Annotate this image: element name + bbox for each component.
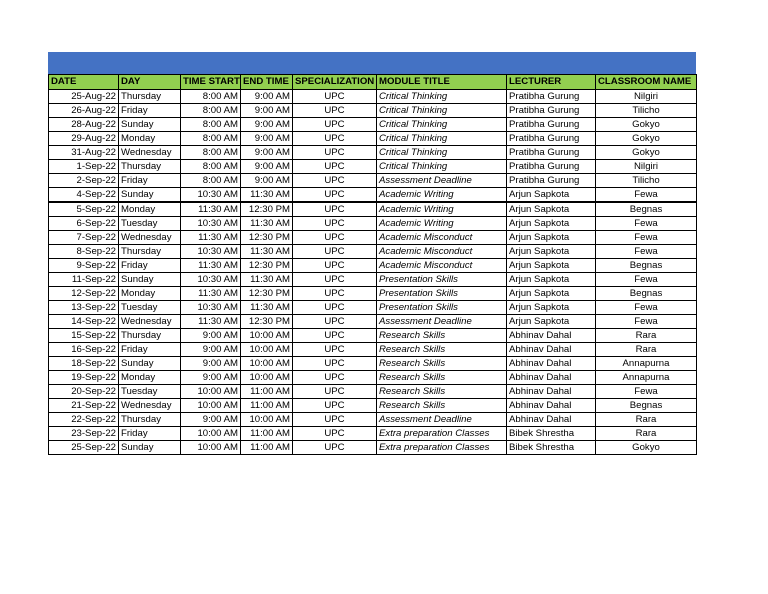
table-row [49,118,697,132]
cell-time-start[interactable]: 9:00 AM [181,413,241,427]
cell-specialization[interactable]: UPC [293,273,377,287]
cell-day[interactable]: Friday [119,104,181,118]
cell-date[interactable]: 25-Aug-22 [49,90,119,104]
cell-specialization[interactable]: UPC [293,259,377,273]
cell-date[interactable]: 14-Sep-22 [49,315,119,329]
cell-end-time[interactable]: 11:00 AM [241,427,293,441]
cell-time-start[interactable]: 10:30 AM [181,273,241,287]
cell-classroom[interactable]: Fewa [596,315,697,329]
cell-classroom[interactable]: Fewa [596,188,697,203]
cell-lecturer[interactable]: Pratibha Gurung [507,118,596,132]
cell-module-title[interactable]: Presentation Skills [377,301,507,315]
cell-specialization[interactable]: UPC [293,160,377,174]
cell-date[interactable]: 18-Sep-22 [49,357,119,371]
cell-date[interactable]: 12-Sep-22 [49,287,119,301]
table-row [49,357,697,371]
table-body [49,90,697,455]
cell-day[interactable]: Friday [119,259,181,273]
cell-day[interactable]: Friday [119,427,181,441]
cell-module-title[interactable]: Academic Misconduct [377,259,507,273]
cell-time-start[interactable]: 10:30 AM [181,188,241,203]
cell-specialization[interactable]: UPC [293,231,377,245]
cell-classroom[interactable]: Begnas [596,399,697,413]
cell-day[interactable]: Friday [119,174,181,188]
cell-day[interactable]: Thursday [119,160,181,174]
cell-module-title[interactable]: Research Skills [377,343,507,357]
cell-module-title[interactable]: Assessment Deadline [377,315,507,329]
cell-specialization[interactable]: UPC [293,301,377,315]
cell-day[interactable]: Monday [119,287,181,301]
cell-classroom[interactable]: Nilgiri [596,160,697,174]
cell-module-title[interactable]: Research Skills [377,357,507,371]
cell-day[interactable]: Wednesday [119,146,181,160]
cell-date[interactable]: 4-Sep-22 [49,188,119,203]
table-row [49,259,697,273]
cell-date[interactable]: 19-Sep-22 [49,371,119,385]
cell-specialization[interactable]: UPC [293,217,377,231]
cell-lecturer[interactable]: Abhinav Dahal [507,371,596,385]
cell-time-start[interactable]: 9:00 AM [181,329,241,343]
cell-classroom[interactable]: Fewa [596,273,697,287]
header-day[interactable]: DAY [119,75,181,90]
cell-specialization[interactable]: UPC [293,287,377,301]
cell-lecturer[interactable]: Pratibha Gurung [507,146,596,160]
cell-time-start[interactable]: 9:00 AM [181,357,241,371]
schedule-table [48,74,697,455]
cell-time-start[interactable]: 8:00 AM [181,160,241,174]
cell-day[interactable]: Sunday [119,188,181,203]
header-date[interactable]: DATE [49,75,119,90]
cell-classroom[interactable]: Annapurna [596,371,697,385]
cell-day[interactable]: Tuesday [119,385,181,399]
cell-date[interactable]: 23-Sep-22 [49,427,119,441]
cell-end-time[interactable]: 11:00 AM [241,399,293,413]
cell-time-start[interactable]: 10:00 AM [181,399,241,413]
table-row [49,329,697,343]
cell-classroom[interactable]: Gokyo [596,132,697,146]
cell-classroom[interactable]: Rara [596,329,697,343]
cell-specialization[interactable]: UPC [293,90,377,104]
table-row [49,188,697,203]
cell-time-start[interactable]: 11:30 AM [181,202,241,217]
cell-time-start[interactable]: 9:00 AM [181,371,241,385]
cell-time-start[interactable]: 9:00 AM [181,343,241,357]
cell-classroom[interactable]: Fewa [596,301,697,315]
cell-module-title[interactable]: Critical Thinking [377,90,507,104]
cell-end-time[interactable]: 11:00 AM [241,441,293,455]
cell-classroom[interactable]: Rara [596,427,697,441]
cell-day[interactable]: Thursday [119,90,181,104]
cell-lecturer[interactable]: Bibek Shrestha [507,441,596,455]
table-row [49,174,697,188]
cell-time-start[interactable]: 8:00 AM [181,104,241,118]
cell-date[interactable]: 5-Sep-22 [49,202,119,217]
cell-day[interactable]: Tuesday [119,301,181,315]
table-row [49,343,697,357]
table-row [49,202,697,217]
title-bar [48,52,696,74]
cell-time-start[interactable]: 8:00 AM [181,146,241,160]
cell-time-start[interactable]: 10:30 AM [181,301,241,315]
cell-specialization[interactable]: UPC [293,118,377,132]
cell-day[interactable]: Sunday [119,273,181,287]
cell-lecturer[interactable]: Arjun Sapkota [507,273,596,287]
cell-end-time[interactable]: 10:00 AM [241,343,293,357]
cell-lecturer[interactable]: Bibek Shrestha [507,427,596,441]
cell-module-title[interactable]: Research Skills [377,399,507,413]
cell-time-start[interactable]: 11:30 AM [181,315,241,329]
cell-date[interactable]: 28-Aug-22 [49,118,119,132]
cell-classroom[interactable]: Begnas [596,259,697,273]
cell-classroom[interactable]: Begnas [596,202,697,217]
cell-day[interactable]: Wednesday [119,399,181,413]
cell-specialization[interactable]: UPC [293,371,377,385]
cell-end-time[interactable]: 11:00 AM [241,385,293,399]
table-row [49,146,697,160]
cell-time-start[interactable]: 10:00 AM [181,385,241,399]
cell-module-title[interactable]: Academic Writing [377,188,507,203]
cell-specialization[interactable]: UPC [293,202,377,217]
table-row [49,245,697,259]
cell-time-start[interactable]: 11:30 AM [181,231,241,245]
table-row [49,301,697,315]
cell-date[interactable]: 16-Sep-22 [49,343,119,357]
cell-module-title[interactable]: Assessment Deadline [377,174,507,188]
cell-time-start[interactable]: 10:30 AM [181,245,241,259]
cell-date[interactable]: 6-Sep-22 [49,217,119,231]
cell-lecturer[interactable]: Pratibha Gurung [507,132,596,146]
cell-date[interactable]: 21-Sep-22 [49,399,119,413]
cell-end-time[interactable]: 12:30 PM [241,202,293,217]
cell-end-time[interactable]: 11:30 AM [241,273,293,287]
cell-specialization[interactable]: UPC [293,174,377,188]
cell-lecturer[interactable]: Abhinav Dahal [507,329,596,343]
cell-lecturer[interactable]: Pratibha Gurung [507,160,596,174]
cell-lecturer[interactable]: Arjun Sapkota [507,231,596,245]
cell-specialization[interactable]: UPC [293,357,377,371]
table-row [49,413,697,427]
cell-end-time[interactable]: 9:00 AM [241,104,293,118]
table-row [49,90,697,104]
header-specialization[interactable]: SPECIALIZATION [293,75,377,90]
cell-module-title[interactable]: Academic Misconduct [377,231,507,245]
table-row [49,371,697,385]
header-module-title[interactable]: MODULE TITLE [377,75,507,90]
table-row [49,441,697,455]
cell-end-time[interactable]: 11:30 AM [241,217,293,231]
header-classroom-name[interactable]: CLASSROOM NAME [596,75,697,90]
cell-end-time[interactable]: 10:00 AM [241,413,293,427]
cell-specialization[interactable]: UPC [293,427,377,441]
cell-day[interactable]: Friday [119,343,181,357]
header-time-start[interactable]: TIME START [181,75,241,90]
cell-date[interactable]: 22-Sep-22 [49,413,119,427]
cell-specialization[interactable]: UPC [293,441,377,455]
cell-time-start[interactable]: 10:00 AM [181,427,241,441]
cell-end-time[interactable]: 9:00 AM [241,146,293,160]
table-row [49,273,697,287]
cell-day[interactable]: Monday [119,132,181,146]
cell-day[interactable]: Monday [119,371,181,385]
cell-end-time[interactable]: 10:00 AM [241,357,293,371]
cell-end-time[interactable]: 9:00 AM [241,160,293,174]
cell-end-time[interactable]: 12:30 PM [241,287,293,301]
cell-classroom[interactable]: Rara [596,413,697,427]
cell-lecturer[interactable]: Abhinav Dahal [507,385,596,399]
table-row [49,287,697,301]
cell-end-time[interactable]: 11:30 AM [241,301,293,315]
cell-date[interactable]: 15-Sep-22 [49,329,119,343]
cell-module-title[interactable]: Critical Thinking [377,118,507,132]
cell-specialization[interactable]: UPC [293,329,377,343]
cell-module-title[interactable]: Research Skills [377,371,507,385]
cell-specialization[interactable]: UPC [293,245,377,259]
table-row [49,160,697,174]
cell-lecturer[interactable]: Arjun Sapkota [507,202,596,217]
cell-lecturer[interactable]: Pratibha Gurung [507,104,596,118]
cell-lecturer[interactable]: Abhinav Dahal [507,413,596,427]
cell-module-title[interactable]: Critical Thinking [377,104,507,118]
cell-classroom[interactable]: Fewa [596,385,697,399]
cell-specialization[interactable]: UPC [293,104,377,118]
cell-classroom[interactable]: Fewa [596,245,697,259]
header-lecturer[interactable]: LECTURER [507,75,596,90]
cell-day[interactable]: Monday [119,202,181,217]
table-row [49,217,697,231]
header-row [49,75,697,90]
cell-module-title[interactable]: Assessment Deadline [377,413,507,427]
cell-classroom[interactable]: Annapurna [596,357,697,371]
table-row [49,132,697,146]
cell-date[interactable]: 29-Aug-22 [49,132,119,146]
cell-end-time[interactable]: 9:00 AM [241,132,293,146]
cell-classroom[interactable]: Tilicho [596,104,697,118]
cell-lecturer[interactable]: Abhinav Dahal [507,343,596,357]
cell-module-title[interactable]: Extra preparation Classes [377,427,507,441]
cell-module-title[interactable]: Research Skills [377,385,507,399]
cell-lecturer[interactable]: Pratibha Gurung [507,90,596,104]
cell-module-title[interactable]: Critical Thinking [377,146,507,160]
cell-end-time[interactable]: 9:00 AM [241,174,293,188]
cell-time-start[interactable]: 8:00 AM [181,118,241,132]
cell-date[interactable]: 8-Sep-22 [49,245,119,259]
cell-day[interactable]: Wednesday [119,231,181,245]
table-row [49,399,697,413]
cell-day[interactable]: Wednesday [119,315,181,329]
cell-classroom[interactable]: Rara [596,343,697,357]
cell-date[interactable]: 13-Sep-22 [49,301,119,315]
cell-date[interactable]: 26-Aug-22 [49,104,119,118]
cell-end-time[interactable]: 10:00 AM [241,329,293,343]
cell-module-title[interactable]: Extra preparation Classes [377,441,507,455]
table-row [49,385,697,399]
cell-classroom[interactable]: Gokyo [596,118,697,132]
cell-classroom[interactable]: Nilgiri [596,90,697,104]
cell-module-title[interactable]: Critical Thinking [377,132,507,146]
cell-end-time[interactable]: 9:00 AM [241,90,293,104]
cell-date[interactable]: 25-Sep-22 [49,441,119,455]
cell-time-start[interactable]: 8:00 AM [181,174,241,188]
cell-date[interactable]: 1-Sep-22 [49,160,119,174]
table-row [49,427,697,441]
cell-date[interactable]: 11-Sep-22 [49,273,119,287]
cell-lecturer[interactable]: Arjun Sapkota [507,217,596,231]
cell-lecturer[interactable]: Arjun Sapkota [507,188,596,203]
cell-module-title[interactable]: Presentation Skills [377,287,507,301]
cell-lecturer[interactable]: Arjun Sapkota [507,259,596,273]
cell-date[interactable]: 20-Sep-22 [49,385,119,399]
cell-module-title[interactable]: Academic Writing [377,217,507,231]
cell-module-title[interactable]: Presentation Skills [377,273,507,287]
cell-lecturer[interactable]: Arjun Sapkota [507,301,596,315]
cell-end-time[interactable]: 10:00 AM [241,371,293,385]
cell-classroom[interactable]: Gokyo [596,146,697,160]
cell-classroom[interactable]: Fewa [596,231,697,245]
cell-end-time[interactable]: 12:30 PM [241,315,293,329]
cell-lecturer[interactable]: Arjun Sapkota [507,315,596,329]
cell-specialization[interactable]: UPC [293,315,377,329]
cell-day[interactable]: Sunday [119,357,181,371]
cell-date[interactable]: 9-Sep-22 [49,259,119,273]
cell-time-start[interactable]: 10:00 AM [181,441,241,455]
cell-specialization[interactable]: UPC [293,413,377,427]
cell-specialization[interactable]: UPC [293,188,377,203]
cell-module-title[interactable]: Research Skills [377,329,507,343]
cell-classroom[interactable]: Fewa [596,217,697,231]
cell-time-start[interactable]: 11:30 AM [181,287,241,301]
cell-lecturer[interactable]: Arjun Sapkota [507,287,596,301]
cell-time-start[interactable]: 8:00 AM [181,132,241,146]
cell-classroom[interactable]: Gokyo [596,441,697,455]
cell-specialization[interactable]: UPC [293,399,377,413]
cell-lecturer[interactable]: Arjun Sapkota [507,245,596,259]
header-end-time[interactable]: END TIME [241,75,293,90]
cell-end-time[interactable]: 11:30 AM [241,245,293,259]
cell-end-time[interactable]: 12:30 PM [241,231,293,245]
cell-module-title[interactable]: Critical Thinking [377,160,507,174]
cell-end-time[interactable]: 11:30 AM [241,188,293,203]
cell-end-time[interactable]: 12:30 PM [241,259,293,273]
cell-specialization[interactable]: UPC [293,343,377,357]
cell-end-time[interactable]: 9:00 AM [241,118,293,132]
table-row [49,104,697,118]
cell-day[interactable]: Thursday [119,245,181,259]
cell-date[interactable]: 31-Aug-22 [49,146,119,160]
table-row [49,231,697,245]
cell-lecturer[interactable]: Abhinav Dahal [507,399,596,413]
cell-module-title[interactable]: Academic Writing [377,202,507,217]
cell-day[interactable]: Sunday [119,441,181,455]
schedule-sheet [48,52,696,455]
table-row [49,315,697,329]
cell-date[interactable]: 7-Sep-22 [49,231,119,245]
cell-specialization[interactable]: UPC [293,132,377,146]
cell-classroom[interactable]: Tilicho [596,174,697,188]
cell-day[interactable]: Thursday [119,413,181,427]
cell-specialization[interactable]: UPC [293,385,377,399]
cell-time-start[interactable]: 8:00 AM [181,90,241,104]
cell-time-start[interactable]: 10:30 AM [181,217,241,231]
cell-lecturer[interactable]: Pratibha Gurung [507,174,596,188]
cell-lecturer[interactable]: Abhinav Dahal [507,357,596,371]
cell-day[interactable]: Thursday [119,329,181,343]
cell-classroom[interactable]: Begnas [596,287,697,301]
cell-day[interactable]: Sunday [119,118,181,132]
cell-day[interactable]: Tuesday [119,217,181,231]
cell-date[interactable]: 2-Sep-22 [49,174,119,188]
cell-specialization[interactable]: UPC [293,146,377,160]
cell-module-title[interactable]: Academic Misconduct [377,245,507,259]
cell-time-start[interactable]: 11:30 AM [181,259,241,273]
